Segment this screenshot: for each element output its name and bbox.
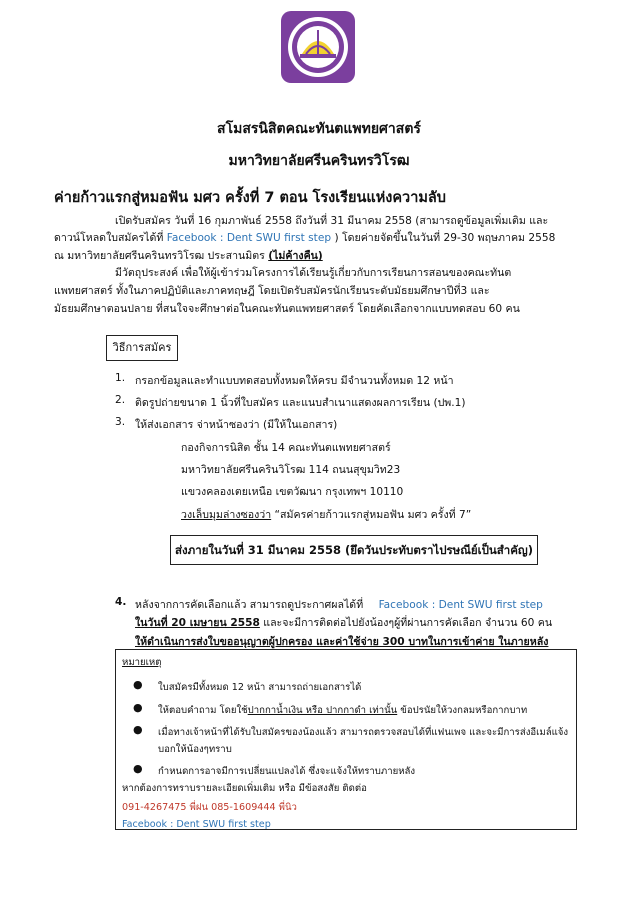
camp-headline: ค่ายก้าวแรกสู่หมอฟัน มศว ครั้งที่ 7 ตอน โรงเรียนแห่งความลับ: [54, 190, 446, 206]
facebook-link[interactable]: Facebook : Dent SWU first step: [378, 599, 543, 611]
contact-line: หากต้องการทราบรายละเอียดเพิ่มเติม หรือ มีข้อสงสัย ติดต่อ: [122, 783, 367, 794]
step-item: 3. ให้ส่งเอกสาร จ่าหน้าซองว่า (มีให้ในเอกสาร): [115, 416, 338, 431]
envelope-note: วงเล็บมุมล่างซองว่า “สมัครค่ายก้าวแรกสู่หมอฟัน มศว ครั้งที่ 7”: [181, 509, 472, 521]
no-overnight-note: (ไม่ค้างคืน): [268, 250, 323, 262]
note-item-continued: บอกให้น้องๆทราบ: [158, 744, 232, 755]
intro-line-6: มัธยมศึกษาตอนปลาย ที่สนใจจะศึกษาต่อในคณะทันตแพทยศาสตร์ โดยคัดเลือกจากแบบทดสอบ 60 คน: [54, 303, 520, 315]
step-item: 1. กรอกข้อมูลและทำแบบทดสอบทั้งหมดให้ครบ มีจำนวนทั้งหมด 12 หน้า: [115, 372, 454, 387]
bullet-icon: ●: [133, 701, 143, 714]
notes-title: หมายเหตุ: [122, 657, 162, 668]
address-line: แขวงคลองเตยเหนือ เขตวัฒนา กรุงเทพฯ 10110: [181, 486, 404, 498]
apply-method-box: วิธีการสมัคร: [106, 335, 178, 361]
address-line: มหาวิทยาลัยศรีนครินวิโรฒ 114 ถนนสุขุมวิท23: [181, 464, 401, 476]
facebook-link[interactable]: Facebook : Dent SWU first step: [122, 819, 271, 830]
intro-line-5: แพทยศาสตร์ ทั้งในภาคปฏิบัติและภาคทฤษฎี โดยเปิดรับสมัครนักเรียนระดับมัธยมศึกษาปีที่3 และ: [54, 285, 490, 297]
bullet-icon: ●: [133, 678, 143, 691]
note-item: ● กำหนดการอาจมีการเปลี่ยนแปลงได้ ซึ่งจะแจ้งให้ทราบภายหลัง: [133, 762, 416, 777]
step-4-line-3: ให้ดำเนินการส่งใบขออนุญาตผู้ปกครอง และค่าใช้จ่าย 300 บาทในการเข้าค่าย ในภายหลัง: [135, 636, 549, 648]
step-item: 2. ติดรูปถ่ายขนาด 1 นิ้วที่ใบสมัคร และแนบสำเนาแสดงผลการเรียน (ปพ.1): [115, 394, 466, 409]
intro-line-2: ดาวน์โหลดใบสมัครได้ที่ Facebook : Dent SWU first step ) โดยค่ายจัดขึ้นในวันที่ 29-30 พฤษภาคม 2558: [54, 232, 556, 244]
note-item: ● ให้ตอบคำถาม โดยใช้ปากกาน้ำเงิน หรือ ปากกาดำ เท่านั้น ข้อปรนัยให้วงกลมหรือกากบาท: [133, 701, 528, 716]
bullet-icon: ●: [133, 762, 143, 775]
faculty-logo: [280, 10, 356, 84]
facebook-link[interactable]: Facebook : Dent SWU first step: [166, 232, 332, 244]
step-4-line-2: ในวันที่ 20 เมษายน 2558 และจะมีการติดต่อไปยังน้องๆผู้ที่ผ่านการคัดเลือก จำนวน 60 คน: [135, 617, 553, 629]
address-line: กองกิจการนิสิต ชั้น 14 คณะทันตแพทยศาสตร์: [181, 442, 391, 454]
bullet-icon: ●: [133, 723, 143, 736]
intro-line-4: มีวัตถุประสงค์ เพื่อให้ผู้เข้าร่วมโครงการได้เรียนรู้เกี่ยวกับการเรียนการสอนของคณะทันต: [115, 267, 512, 279]
phone-contacts: 091-4267475 พี่ฝน 085-1609444 พี่นิว: [122, 802, 297, 813]
step-4-line-1: 4. หลังจากการคัดเลือกแล้ว สามารถดูประกาศผลได้ที่ Facebook : Dent SWU first step: [115, 596, 543, 611]
note-item: ● เมื่อทางเจ้าหน้าที่ได้รับใบสมัครของน้องแล้ว สามารถตรวจสอบได้ที่แฟนเพจ และจะมีการส่งอีเมล์แจ้ง: [133, 723, 569, 738]
org-title: สโมสรนิสิตคณะทันตแพทยศาสตร์: [217, 121, 421, 137]
note-item: ● ใบสมัครมีทั้งหมด 12 หน้า สามารถถ่ายเอกสารได้: [133, 678, 362, 693]
deadline-box: ส่งภายในวันที่ 31 มีนาคม 2558 (ยึดวันประทับตราไปรษณีย์เป็นสำคัญ): [170, 535, 538, 565]
intro-line-1: เปิดรับสมัคร วันที่ 16 กุมภาพันธ์ 2558 ถึงวันที่ 31 มีนาคม 2558 (สามารถดูข้อมูลเพิ่มเติม และ: [115, 215, 549, 227]
intro-line-3: ณ มหาวิทยาลัยศรีนครินทรวิโรฒ ประสานมิตร (ไม่ค้างคืน): [54, 250, 323, 262]
university-title: มหาวิทยาลัยศรีนครินทรวิโรฒ: [228, 153, 410, 169]
